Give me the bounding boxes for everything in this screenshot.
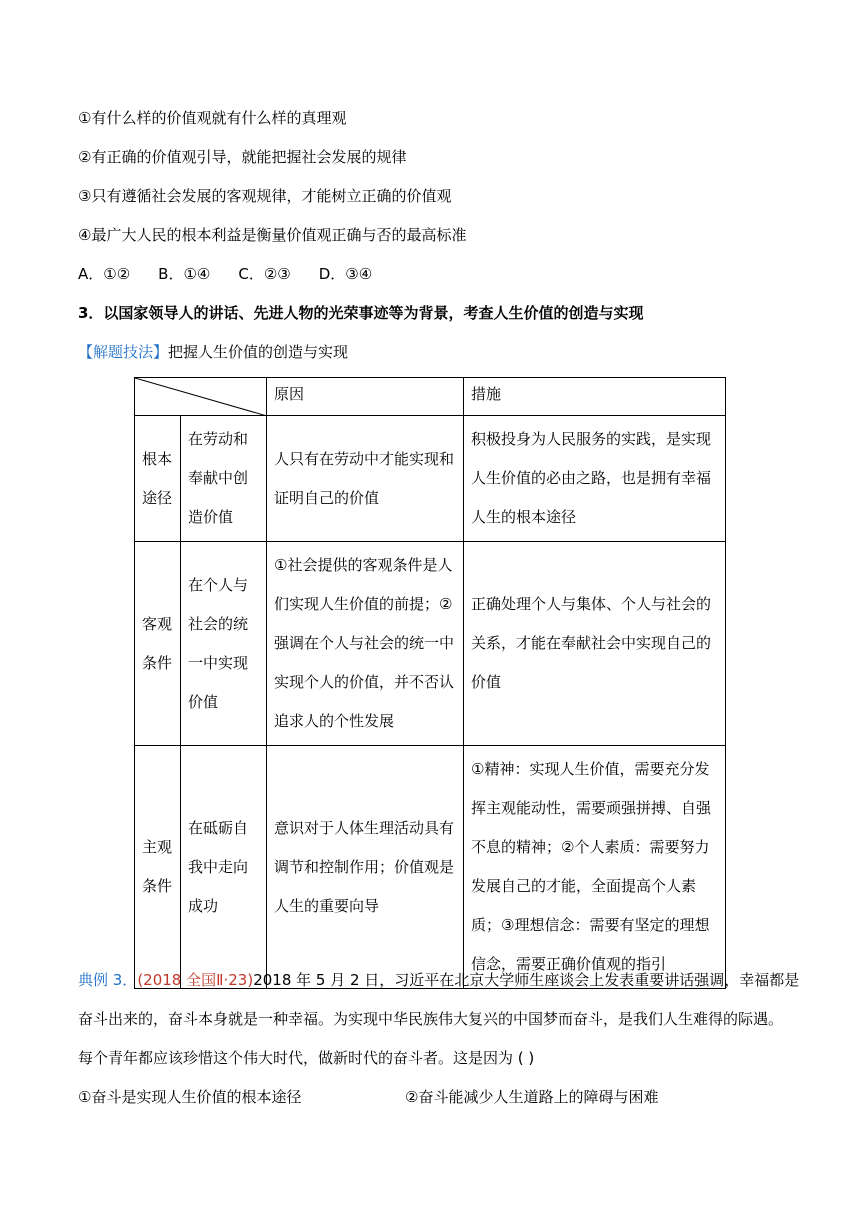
row-category: 主观条件 [135, 746, 181, 989]
option-item-2: ②有正确的价值观引导，就能把握社会发展的规律 [78, 148, 407, 166]
choice-d: D．③④ [318, 265, 373, 283]
header-reason: 原因 [267, 378, 464, 416]
row-reason: 意识对于人体生理活动具有调节和控制作用；价值观是人生的重要向导 [267, 746, 464, 989]
section-heading: 3．以国家领导人的讲话、先进人物的光荣事迹等为背景，考查人生价值的创造与实现 [78, 304, 644, 322]
example-text-1: 2018 年 5 月 2 日，习近平在北京大学师生座谈会上发表重要讲话强调，幸福都是 [253, 971, 800, 989]
example-line-2: 奋斗出来的，奋斗本身就是一种幸福。为实现中华民族伟大复兴的中国梦而奋斗，是我们人生难得的际遇。 [78, 1010, 784, 1028]
table-row [135, 416, 726, 542]
choice-b: B．①④ [158, 265, 211, 283]
example-label: 典例 3． [78, 971, 138, 989]
row-measure: 正确处理个人与集体、个人与社会的关系，才能在奉献社会中实现自己的价值 [464, 542, 726, 746]
table-row [135, 542, 726, 746]
table-row [135, 746, 726, 989]
choice-a: A．①② [78, 265, 131, 283]
diagonal-line [135, 378, 267, 416]
value-creation-table [134, 377, 726, 989]
method-line [78, 342, 348, 362]
row-subcategory: 在劳动和奉献中创造价值 [181, 416, 267, 542]
row-reason: ①社会提供的客观条件是人们实现人生价值的前提；②强调在个人与社会的统一中实现个人的价值，并不否认追求人的个性发展 [267, 542, 464, 746]
row-category: 根本途径 [135, 416, 181, 542]
method-tag: 【解题技法】 [78, 343, 169, 361]
row-measure: 积极投身为人民服务的实践，是实现人生价值的必由之路，也是拥有幸福人生的根本途径 [464, 416, 726, 542]
header-measure: 措施 [464, 378, 726, 416]
row-subcategory: 在个人与社会的统一中实现价值 [181, 542, 267, 746]
row-subcategory: 在砥砺自我中走向成功 [181, 746, 267, 989]
row-reason: 人只有在劳动中才能实现和证明自己的价值 [267, 416, 464, 542]
example-line-3: 每个青年都应该珍惜这个伟大时代，做新时代的奋斗者。这是因为 ( ) [78, 1049, 535, 1067]
example-line-1 [78, 970, 799, 990]
method-text: 把握人生价值的创造与实现 [168, 343, 349, 361]
option-item-4: ④最广大人民的根本利益是衡量价值观正确与否的最高标准 [78, 226, 467, 244]
answer-choices [78, 264, 400, 284]
choice-c: C．②③ [238, 265, 291, 283]
table-corner-cell [135, 378, 267, 416]
option-item-3: ③只有遵循社会发展的客观规律，才能树立正确的价值观 [78, 187, 452, 205]
option-item-1: ①有什么样的价值观就有什么样的真理观 [78, 109, 347, 127]
example-option-2: ②奋斗能减少人生道路上的障碍与困难 [405, 1088, 659, 1106]
row-category: 客观条件 [135, 542, 181, 746]
example-source: (2018 全国Ⅱ·23) [137, 971, 254, 989]
example-option-1: ①奋斗是实现人生价值的根本途径 [78, 1088, 302, 1106]
row-measure: ①精神：实现人生价值，需要充分发挥主观能动性，需要顽强拼搏、自强不息的精神；②个人素质：需要努力发展自己的才能，全面提高个人素质；③理想信念：需要有坚定的理想信念，需要正确价值观的指引 [464, 746, 726, 989]
